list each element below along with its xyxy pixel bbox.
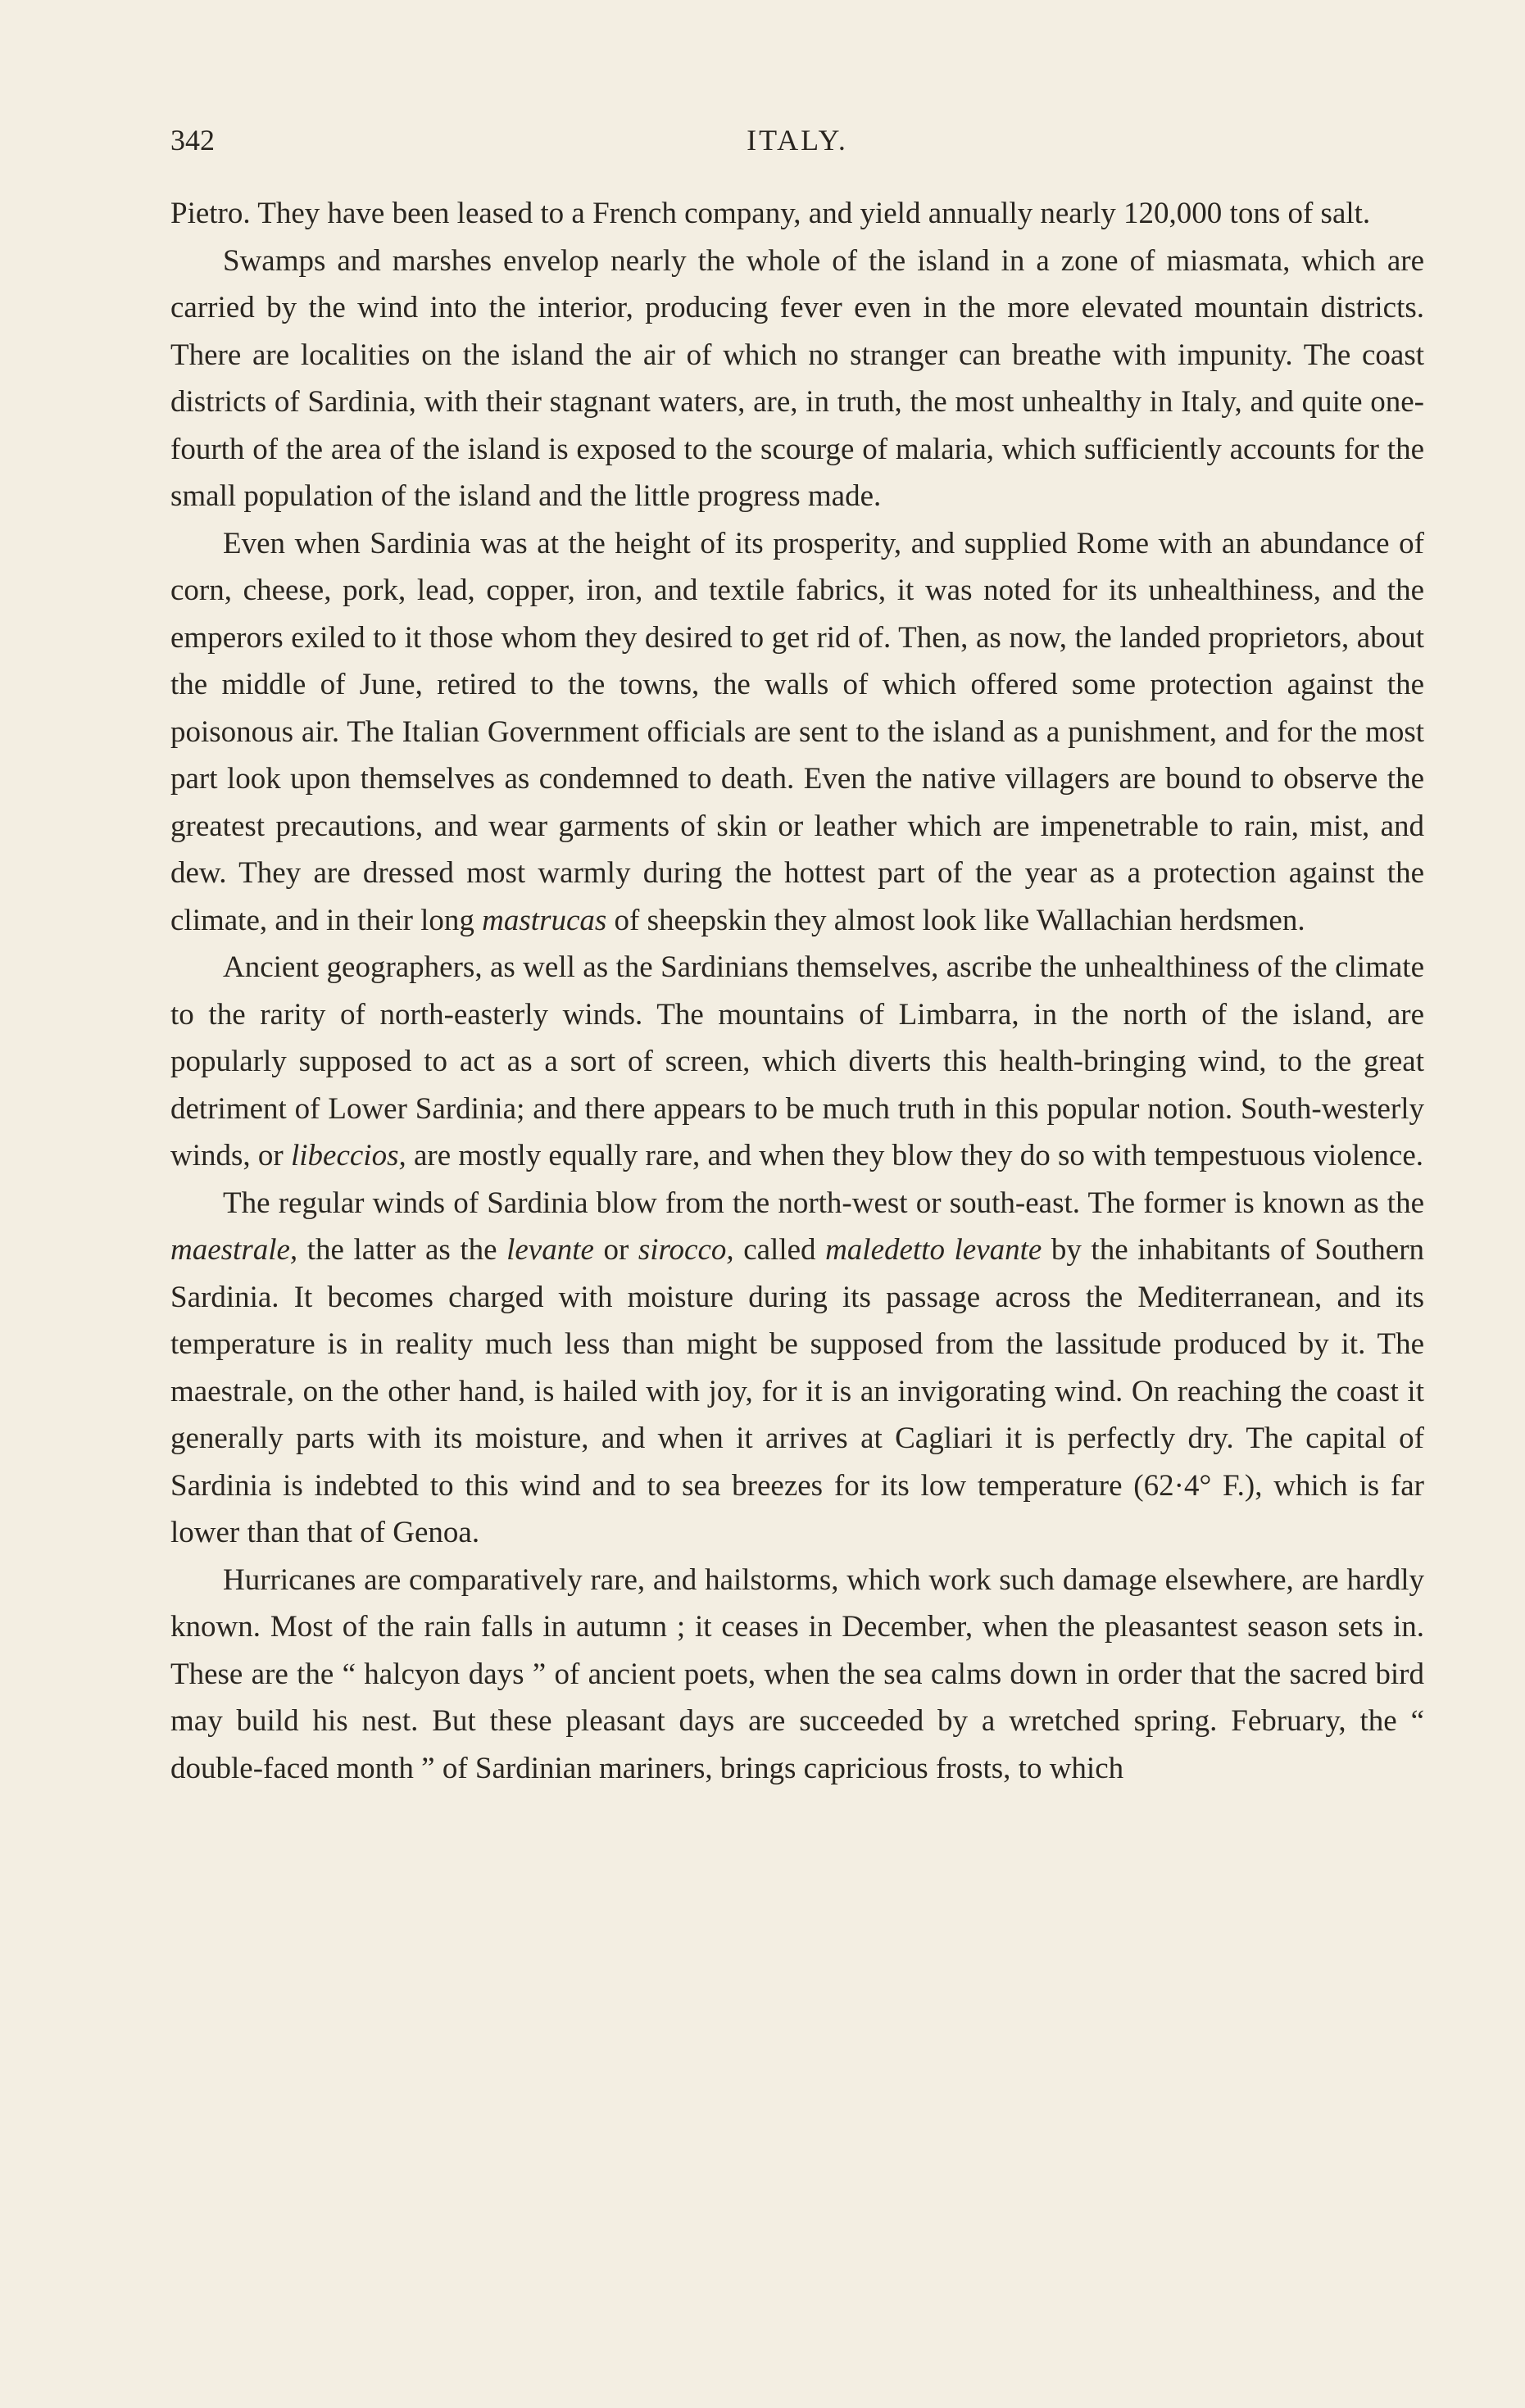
paragraph-text: are mostly equally rare, and when they blow they do so with tempestuous violence. xyxy=(406,1139,1424,1172)
italic-term: maestrale, xyxy=(170,1233,298,1267)
italic-term: sirocco, xyxy=(638,1233,734,1267)
paragraph xyxy=(170,238,1424,520)
paragraph-text: called xyxy=(733,1233,826,1267)
paragraph-text: Hurricanes are comparatively rare, and hailstorms, which work such damage elsewhere, are hardly known. Most of the rain falls in autumn ; it ceases in December, when the pleasantest season sets in. These are the “ halcyon days ” of ancient poets, when the sea calms down in order that the sacred bird may build his nest. But these pleasant days are succeeded by a wretched spring. February, the “ double-faced month ” of Sardinian mariners, brings capricious frosts, to which xyxy=(170,1562,1424,1785)
paragraph-text: Even when Sardinia was at the height of its prosperity, and supplied Rome with an abundance of corn, cheese, pork, lead, copper, iron, and textile fabrics, it was noted for its unhealthiness, and the emperors exiled to it those whom they desired to get rid of. Then, as now, the landed proprietors, about the middle of June, retired to the towns, the walls of which offered some protection against the poisonous air. The Italian Government officials are sent to the island as a punishment, and for the most part look upon themselves as condemned to death. Even the native villagers are bound to observe the greatest precautions, and wear garments of skin or leather which are impenetrable to rain, mist, and dew. They are dressed most warmly during the hottest part of the year as a protection against the climate, and in their long xyxy=(170,526,1424,937)
paragraph xyxy=(170,1180,1424,1557)
italic-term: mastrucas xyxy=(482,903,607,937)
paragraph-text: Swamps and marshes envelop nearly the whole of the island in a zone of miasmata, which are carried by the wind into the interior, producing fever even in the more elevated mountain districts. There are localities on the island the air of which no stranger can breathe with impunity. The coast districts of Sardinia, with their stagnant waters, are, in truth, the most unhealthy in Italy, and quite one-fourth of the area of the island is exposed to the scourge of malaria, which sufficiently accounts for the small population of the island and the little progress made. xyxy=(170,243,1424,513)
running-head xyxy=(170,123,1424,164)
paragraph-text: Pietro. They have been leased to a French company, and yield annually nearly 120,000 tons of salt. xyxy=(170,197,1371,230)
paragraph-text: Ancient geographers, as well as the Sardinians themselves, ascribe the unhealthiness of the climate to the rarity of north-easterly winds. The mountains of Limbarra, in the north of the island, are popularly supposed to act as a sort of screen, which diverts this health-bringing wind, to the great detriment of Lower Sardinia; and there appears to be much truth in this popular notion. South-westerly winds, or xyxy=(170,950,1424,1172)
paragraph xyxy=(170,520,1424,945)
paragraph xyxy=(170,944,1424,1180)
italic-term: maledetto levante xyxy=(825,1233,1042,1267)
body-text xyxy=(170,190,1424,1792)
italic-term: levante xyxy=(506,1233,594,1267)
paragraph xyxy=(170,1557,1424,1793)
paragraph-text: or xyxy=(593,1233,638,1267)
paragraph-text: by the inhabitants of Southern Sardinia. It becomes charged with moisture during its passage across the Mediterranean, and its temperature is in reality much less than might be supposed from the lassitude produced by it. The maestrale, on the other hand, is hailed with joy, for it is an invigorating wind. On reaching the coast it generally parts with its moisture, and when it arrives at Cagliari it is perfectly dry. The capital of Sardinia is indebted to this wind and to sea breezes for its low temperature (62·4° F.), which is far lower than that of Genoa. xyxy=(170,1233,1425,1549)
page-number: 342 xyxy=(170,124,215,156)
paragraph-text: of sheepskin they almost look like Wallachian herdsmen. xyxy=(606,903,1305,937)
paragraph xyxy=(170,190,1424,238)
paragraph-text: The regular winds of Sardinia blow from the north-west or south-east. The former is known as the xyxy=(223,1186,1424,1220)
running-title: ITALY. xyxy=(747,124,848,156)
paragraph-text: the latter as the xyxy=(297,1233,507,1267)
italic-term: libeccios, xyxy=(290,1139,406,1172)
